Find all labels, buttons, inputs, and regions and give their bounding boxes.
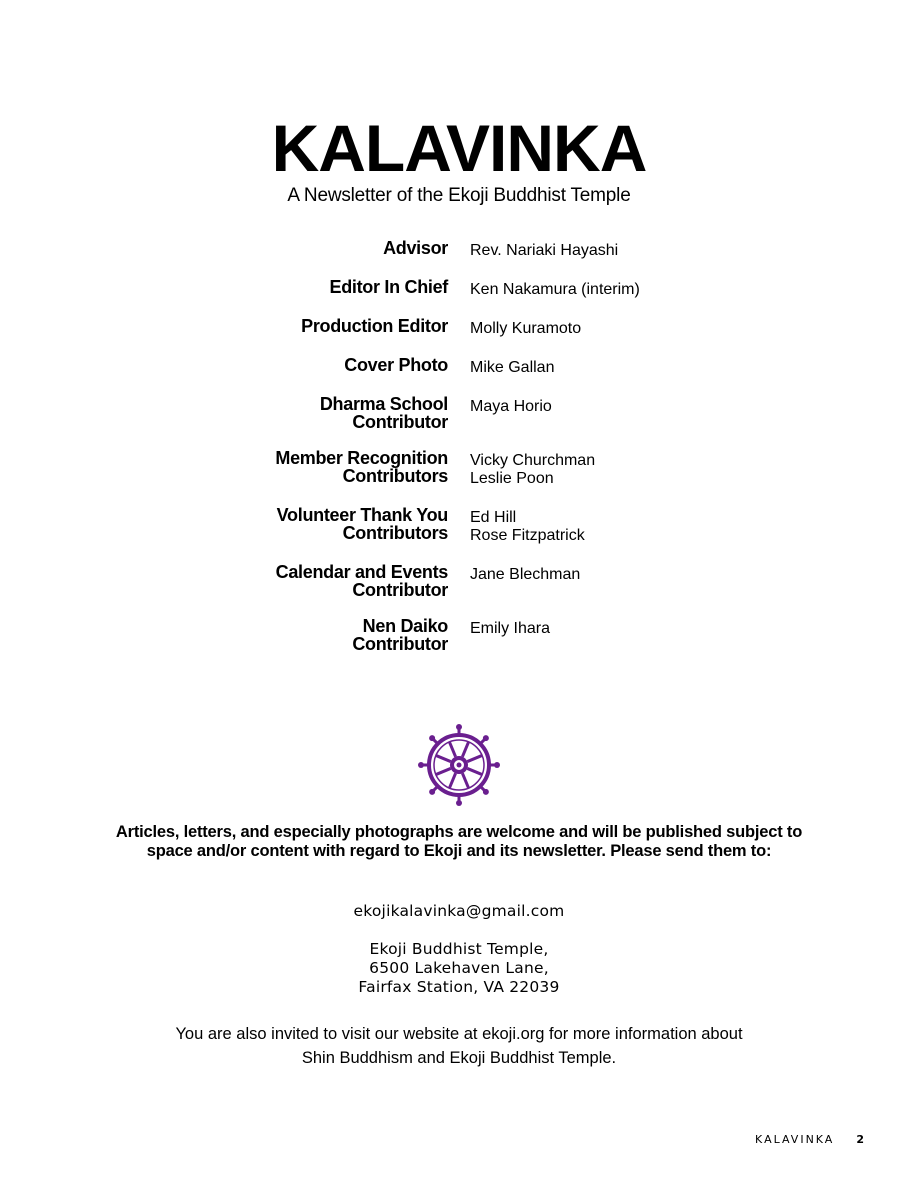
staff-role-line: Contributors bbox=[342, 523, 448, 543]
staff-role bbox=[0, 239, 448, 260]
contact-email: ekojikalavinka@gmail.com bbox=[353, 902, 565, 920]
staff-role-line: Contributor bbox=[352, 580, 448, 600]
staff-row bbox=[0, 278, 918, 299]
staff-role bbox=[0, 506, 448, 545]
staff-row bbox=[0, 506, 918, 545]
staff-names bbox=[470, 278, 640, 299]
newsletter-title: KALAVINKA bbox=[271, 111, 647, 185]
staff-role-line: Contributor bbox=[352, 634, 448, 654]
staff-names bbox=[470, 506, 585, 545]
staff-role-line: Volunteer Thank You bbox=[276, 505, 448, 525]
staff-role-line: Nen Daiko bbox=[362, 616, 448, 636]
dharma-wheel-icon bbox=[418, 724, 500, 806]
staff-names bbox=[470, 395, 552, 431]
staff-name: Molly Kuramoto bbox=[470, 320, 582, 337]
staff-role bbox=[0, 317, 448, 338]
staff-row bbox=[0, 395, 918, 431]
staff-role bbox=[0, 395, 448, 431]
staff-role bbox=[0, 617, 448, 653]
staff-row bbox=[0, 317, 918, 338]
website-line-2: Shin Buddhism and Ekoji Buddhist Temple. bbox=[301, 1049, 617, 1067]
staff-names bbox=[470, 617, 550, 653]
staff-role-line: Dharma School bbox=[319, 394, 448, 414]
contact-info bbox=[0, 902, 918, 997]
page-footer bbox=[755, 1133, 864, 1147]
staff-name: Ed Hill bbox=[470, 509, 517, 526]
address-line-2: 6500 Lakehaven Lane, bbox=[369, 959, 549, 977]
staff-names bbox=[470, 317, 581, 338]
staff-names bbox=[470, 239, 618, 260]
staff-name: Emily Ihara bbox=[470, 620, 551, 637]
staff-role-line: Contributors bbox=[342, 466, 448, 486]
staff-role bbox=[0, 278, 448, 299]
staff-name: Vicky Churchman bbox=[470, 452, 596, 469]
staff-names bbox=[470, 563, 580, 599]
website-line-1: You are also invited to visit our website at ekoji.org for more information about bbox=[175, 1025, 743, 1043]
page-number: 2 bbox=[856, 1133, 864, 1146]
submissions-line-1: Articles, letters, and especially photographs are welcome and will be published subject to bbox=[115, 823, 803, 841]
submissions-line-2: space and/or content with regard to Ekoji and its newsletter. Please send them to: bbox=[146, 842, 772, 860]
staff-row bbox=[0, 449, 918, 488]
newsletter-subtitle: A Newsletter of the Ekoji Buddhist Temple bbox=[287, 185, 631, 206]
staff-role-line: Advisor bbox=[383, 238, 448, 258]
staff-role-line: Editor In Chief bbox=[329, 277, 448, 297]
staff-role-line: Calendar and Events bbox=[275, 562, 448, 582]
staff-name: Ken Nakamura (interim) bbox=[470, 281, 640, 298]
staff-name: Rose Fitzpatrick bbox=[470, 527, 585, 544]
masthead bbox=[0, 112, 918, 208]
staff-name: Maya Horio bbox=[470, 398, 552, 415]
staff-role-line: Cover Photo bbox=[344, 355, 448, 375]
staff-name: Mike Gallan bbox=[470, 359, 555, 376]
address-line-1: Ekoji Buddhist Temple, bbox=[369, 940, 549, 958]
website-notice bbox=[0, 1022, 918, 1070]
address-line-3: Fairfax Station, VA 22039 bbox=[358, 978, 560, 996]
staff-role-line: Member Recognition bbox=[275, 448, 448, 468]
staff-name: Rev. Nariaki Hayashi bbox=[470, 242, 619, 259]
staff-row bbox=[0, 356, 918, 377]
staff-row bbox=[0, 239, 918, 260]
staff-role-line: Production Editor bbox=[301, 316, 448, 336]
staff-name: Jane Blechman bbox=[470, 566, 581, 583]
staff-credits bbox=[0, 239, 918, 671]
staff-role bbox=[0, 449, 448, 488]
staff-row bbox=[0, 563, 918, 599]
staff-name: Leslie Poon bbox=[470, 470, 554, 487]
footer-publication: KALAVINKA bbox=[755, 1133, 835, 1146]
staff-role bbox=[0, 356, 448, 377]
staff-role bbox=[0, 563, 448, 599]
submissions-notice bbox=[60, 823, 858, 861]
staff-names bbox=[470, 449, 595, 488]
staff-row bbox=[0, 617, 918, 653]
staff-role-line: Contributor bbox=[352, 412, 448, 432]
staff-names bbox=[470, 356, 554, 377]
